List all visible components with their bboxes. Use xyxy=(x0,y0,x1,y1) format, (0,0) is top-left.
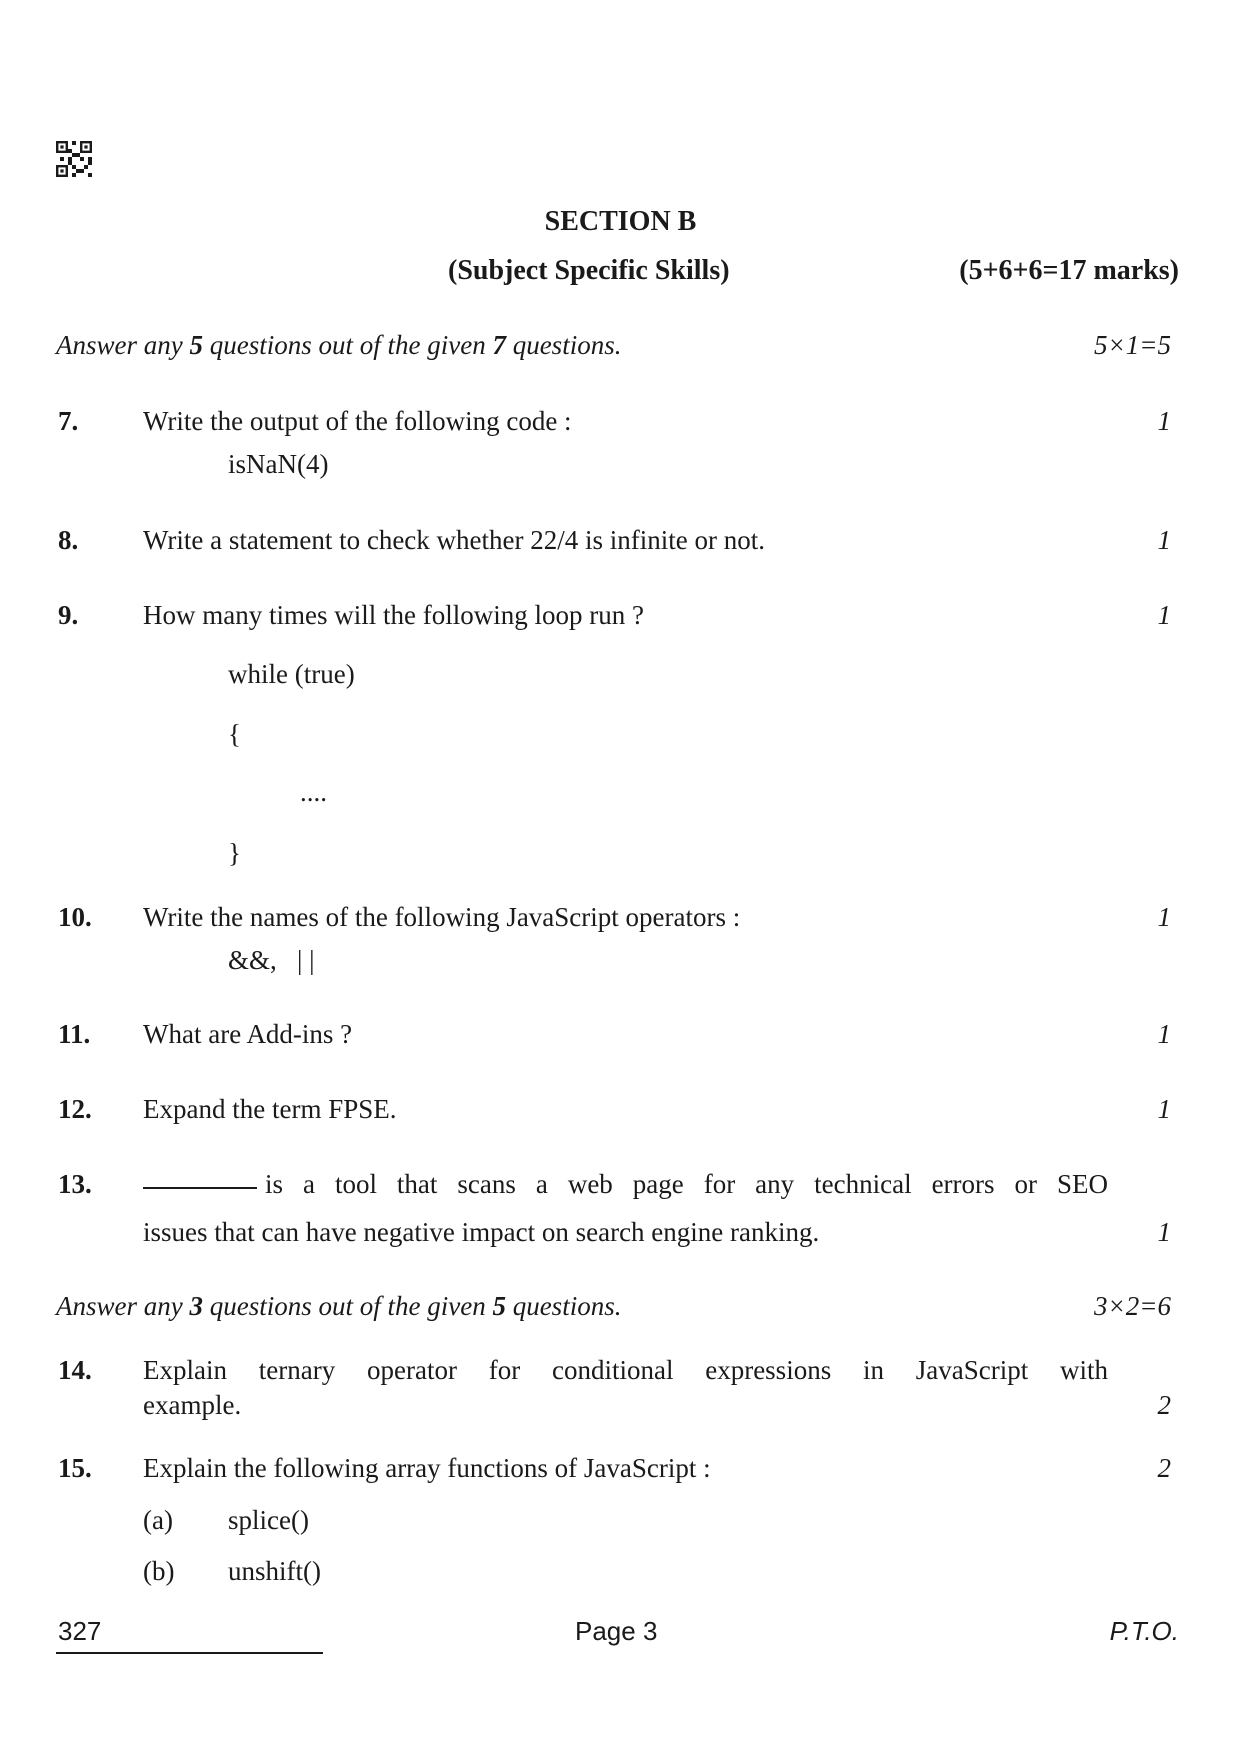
code-line: isNaN(4) xyxy=(228,449,329,479)
code-line: { xyxy=(228,719,241,749)
option-label: (a) xyxy=(143,1505,173,1535)
question-text: Explain ternary operator for conditional expressions in JavaScript with xyxy=(143,1355,1108,1385)
option-text: unshift() xyxy=(228,1556,321,1586)
paper-code: 327 xyxy=(58,1616,102,1646)
question-marks: 1 xyxy=(1157,406,1171,436)
question-text: is a tool that scans a web page for any technical errors or SEO xyxy=(143,1169,1108,1200)
footer-divider xyxy=(56,1652,323,1654)
question-text: What are Add-ins ? xyxy=(143,1019,353,1049)
section-marks: (5+6+6=17 marks) xyxy=(959,255,1179,286)
question-number: 9. xyxy=(58,600,79,630)
instruction: Answer any 5 questions out of the given 7 questions. xyxy=(56,330,622,360)
instruction-marks: 3×2=6 xyxy=(1094,1291,1171,1321)
question-text: Write the names of the following JavaScript operators : xyxy=(143,902,741,932)
question-marks: 2 xyxy=(1157,1390,1171,1420)
question-marks: 1 xyxy=(1157,1019,1171,1049)
instruction: Answer any 3 questions out of the given 5 questions. xyxy=(56,1291,622,1321)
question-number: 15. xyxy=(58,1453,92,1483)
option-text: splice() xyxy=(228,1505,309,1535)
code-line: } xyxy=(228,838,241,868)
qr-code-icon xyxy=(56,141,92,177)
question-marks: 2 xyxy=(1157,1453,1171,1483)
question-text: Write the output of the following code : xyxy=(143,406,572,436)
page-number: Page 3 xyxy=(575,1616,658,1646)
question-number: 13. xyxy=(58,1169,92,1199)
question-marks: 1 xyxy=(1157,525,1171,555)
fill-in-blank xyxy=(143,1187,257,1189)
question-number: 14. xyxy=(58,1355,92,1385)
question-text: Write a statement to check whether 22/4 is infinite or not. xyxy=(143,525,765,555)
question-text-continued: example. xyxy=(143,1390,242,1420)
question-number: 7. xyxy=(58,406,79,436)
question-number: 11. xyxy=(58,1019,91,1049)
question-marks: 1 xyxy=(1157,600,1171,630)
question-marks: 1 xyxy=(1157,1094,1171,1124)
question-text: Expand the term FPSE. xyxy=(143,1094,397,1124)
pto-label: P.T.O. xyxy=(1109,1616,1179,1646)
question-number: 12. xyxy=(58,1094,92,1124)
code-line: &&, | | xyxy=(228,945,315,975)
question-number: 8. xyxy=(58,525,79,555)
question-text: Explain the following array functions of JavaScript : xyxy=(143,1453,711,1483)
code-line: while (true) xyxy=(228,659,355,689)
section-title: SECTION B xyxy=(544,206,697,237)
instruction-marks: 5×1=5 xyxy=(1094,330,1171,360)
question-marks: 1 xyxy=(1157,1217,1171,1247)
question-text-continued: issues that can have negative impact on search engine ranking. xyxy=(143,1217,820,1247)
section-subtitle: (Subject Specific Skills) xyxy=(448,255,730,286)
question-marks: 1 xyxy=(1157,902,1171,932)
question-number: 10. xyxy=(58,902,92,932)
question-text: How many times will the following loop run ? xyxy=(143,600,644,630)
option-label: (b) xyxy=(143,1556,175,1586)
code-line: .... xyxy=(300,777,327,807)
